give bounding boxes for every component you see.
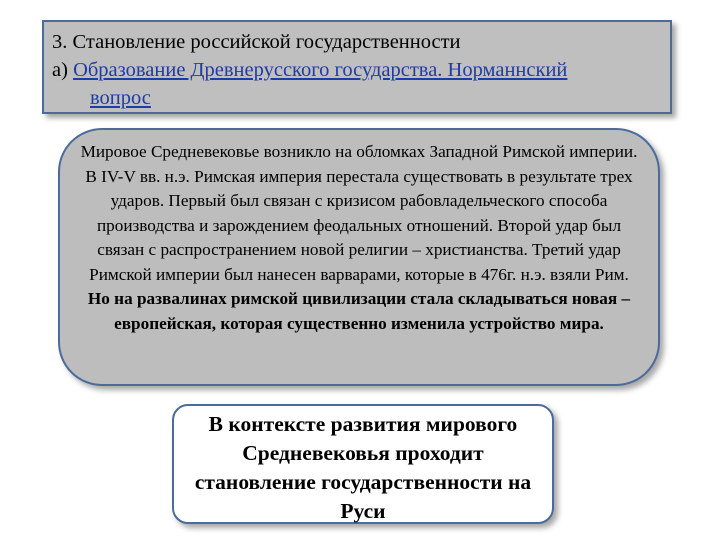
subtitle-link[interactable]: Образование Древнерусского государства. Норманнский bbox=[73, 59, 568, 81]
section-title: 3. Становление российской государственности bbox=[52, 31, 461, 53]
main-text-bold: Но на развалинах римской цивилизации стала складываться новая – европейская, которая существенно изменила устройство мира. bbox=[87, 289, 631, 333]
conclusion-text: В контексте развития мирового Средневековья проходит становление государственности на Руси bbox=[194, 412, 532, 523]
main-text-normal: Мировое Средневековье возникло на обломках Западной Римской империи. В IV-V вв. н.э. Римская империя перестала существовать в результате трех ударов. Первый был связан с кризисом рабовладельческого способа производства и зарождением феодальных отношений. Второй удар был связан с распространением новой религии – христианства. Третий удар Римской империи был нанесен варварами, которые в 476г. н.э. взяли Рим. bbox=[80, 142, 638, 284]
conclusion-box bbox=[172, 404, 554, 524]
header-box bbox=[42, 20, 672, 114]
main-text-box bbox=[58, 128, 660, 386]
subtitle-link-continued[interactable]: вопрос bbox=[90, 87, 151, 109]
subtitle-prefix: а) bbox=[52, 59, 74, 81]
subtitle bbox=[52, 56, 662, 84]
